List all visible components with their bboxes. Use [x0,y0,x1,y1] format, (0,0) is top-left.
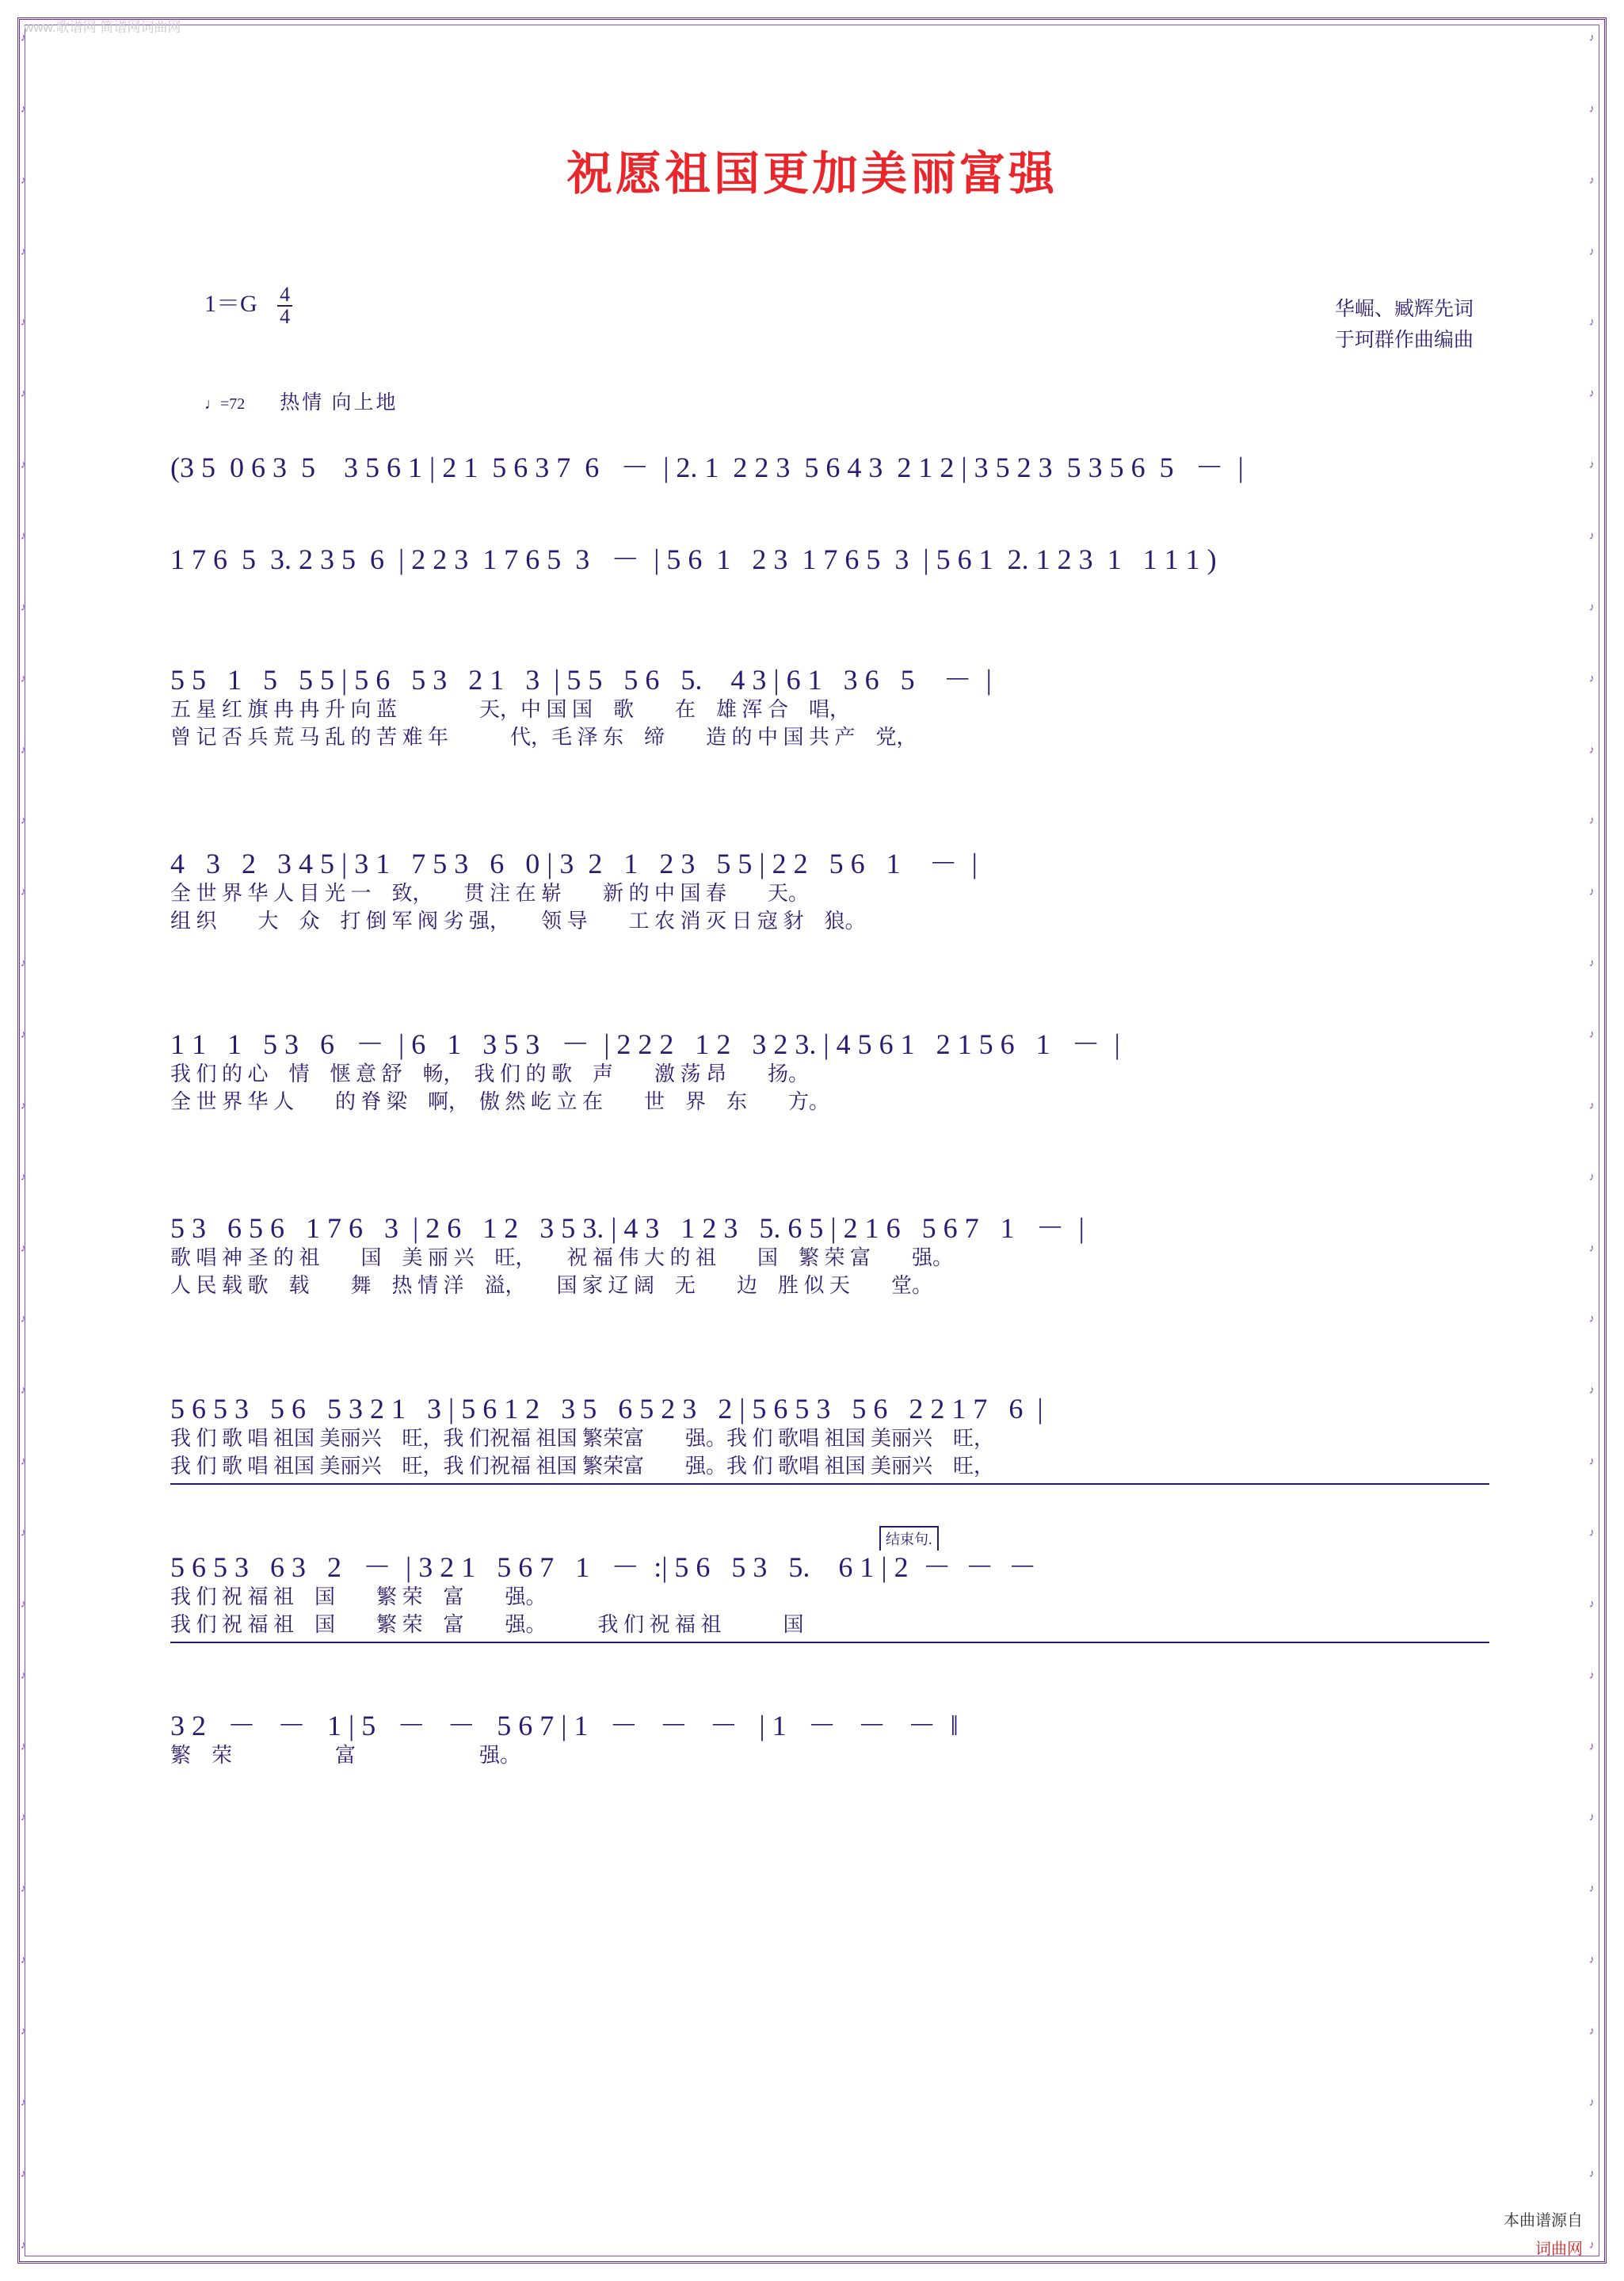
system-divider [170,1642,1489,1643]
lyricist-credit: 华崛、臧辉先词 [1334,299,1473,320]
music-system-verse-2 [170,849,1489,935]
composer-credit: 于珂群作曲编曲 [1334,329,1473,351]
tempo-mood: 热情 向上地 [280,392,398,414]
lyric-row-2: 人 民 载 歌 载 舞 热 情 洋 溢， 国 家 辽 阔 无 边 胜 似 天 堂。 [170,1273,933,1297]
page-title: 祝愿祖国更加美丽富强 [566,147,1058,200]
lyric-row-2: 我 们 歌 唱 祖国 美丽兴 旺，我 们祝福 祖国 繁荣富 强。我 们 歌唱 祖国 美丽兴 旺， [170,1454,995,1478]
key-signature [204,284,292,328]
tempo-bpm: ♩=72 [204,395,246,413]
lyric-row-2: 组 织 大 众 打 倒 军 阀 劣 强， 领 导 工 农 消 灭 日 寇 豺 狼。 [170,909,866,933]
credits [1335,295,1473,357]
lyric-row-2: 全 世 界 华 人 的 脊 梁 啊， 傲 然 屹 立 在 世 界 东 方。 [170,1089,830,1113]
lyric-row-1: 歌 唱 神 圣 的 祖 国 美 丽 兴 旺， 祝 福 伟 大 的 祖 国 繁 荣 富 强。 [170,1245,954,1269]
lyric-row-1: 我 们 祝 福 祖 国 繁 荣 富 强。 [170,1585,547,1608]
music-system-verse-1 [170,666,1489,751]
time-signature [277,284,292,328]
time-signature-denominator: 4 [280,305,291,329]
notation-row: 1 1 1 5 3 6 － | 6 1 3 5 3 － | 2 2 2 1 2 3 2 3. | 4 5 6 1 2 1 5 6 1 － | [170,1028,1120,1060]
music-system-verse-3 [170,1030,1489,1116]
lyric-row-1: 繁 荣 富 强。 [170,1743,521,1767]
ending-bracket-label: 结束句. [879,1526,939,1551]
border-ticks-right: ♪ ♪ ♪ ♪ ♪ ♪ ♪ ♪ ♪ ♪ ♪ ♪ ♪ ♪ ♪ ♪ ♪ ♪ ♪ ♪ ♪ ♪ ♪ ♪ ♪ ♪ ♪ ♪ ♪ ♪ ♪ ♪ [1589,30,1595,2251]
watermark-source: 本曲谱源自 [1504,2212,1583,2230]
notation-row: 5 6 5 3 5 6 5 3 2 1 3 | 5 6 1 2 3 5 6 5 2 3 2 | 5 6 5 3 5 6 2 2 1 7 6 | [170,1393,1043,1425]
music-system-chorus-1 [170,1394,1489,1485]
lyric-row-2: 我 们 祝 福 祖 国 繁 荣 富 强。 我 们 祝 福 祖 国 [170,1612,804,1636]
music-system-intro-2 [170,545,1489,575]
lyric-row-1: 全 世 界 华 人 目 光 一 致， 贯 注 在 崭 新 的 中 国 春 天。 [170,881,810,905]
lyric-row-1: 我 们 歌 唱 祖国 美丽兴 旺，我 们祝福 祖国 繁荣富 强。我 们 歌唱 祖国 美丽兴 旺， [170,1426,995,1450]
system-divider [170,1483,1489,1485]
notation-row: 5 3 6 5 6 1 7 6 3 | 2 6 1 2 3 5 3. | 4 3 1 2 3 5. 6 5 | 2 1 6 5 6 7 1 － | [170,1212,1085,1244]
notation-row: (3 5 0 6 3 5 3 5 6 1 | 2 1 5 6 3 7 6 － | 2. 1 2 2 3 5 6 4 3 2 1 2 | 3 5 2 3 5 3 5 6 5 － | [170,452,1244,483]
lyric-row-2: 曾 记 否 兵 荒 马 乱 的 苦 难 年 代，毛 泽 东 缔 造 的 中 国 共 产 党， [170,725,917,749]
border-ticks-left: ♪ ♪ ♪ ♪ ♪ ♪ ♪ ♪ ♪ ♪ ♪ ♪ ♪ ♪ ♪ ♪ ♪ ♪ ♪ ♪ ♪ ♪ ♪ ♪ ♪ ♪ ♪ ♪ ♪ ♪ ♪ ♪ [21,30,26,2251]
notation-row: 4 3 2 3 4 5 | 3 1 7 5 3 6 0 | 3 2 1 2 3 5 5 | 2 2 5 6 1 － | [170,848,978,879]
key-label: 1＝G [204,291,257,317]
watermark-site: 词曲网 [1535,2241,1583,2258]
lyric-row-1: 我 们 的 心 情 惬 意 舒 畅， 我 们 的 歌 声 激 荡 昂 扬。 [170,1062,810,1085]
watermark-top-left: www.歌谱网 简谱网词曲网 [24,20,181,35]
music-system-chorus-2 [170,1531,1489,1643]
notation-row: 5 6 5 3 6 3 2 － | 3 2 1 5 6 7 1 － :| 5 6 5 3 5. 6 1 | 2 － － － [170,1551,1044,1583]
music-system-intro-1 [170,453,1489,483]
lyric-row-1: 五 星 红 旗 冉 冉 升 向 蓝 天，中 国 国 歌 在 雄 浑 合 唱， [170,697,851,721]
music-system-verse-4 [170,1214,1489,1299]
tempo-marking [204,387,398,415]
time-signature-numerator: 4 [277,284,292,307]
music-system-final [170,1711,1489,1769]
notation-row: 1 7 6 5 3. 2 3 5 6 | 2 2 3 1 7 6 5 3 － | 5 6 1 2 3 1 7 6 5 3 | 5 6 1 2. 1 2 3 1 1 1 1 ) [170,544,1217,575]
notation-row: 3 2 － － 1 | 5 － － 5 6 7 | 1 － － － | 1 － － － ‖ [170,1710,959,1741]
notation-row: 5 5 1 5 5 5 | 5 6 5 3 2 1 3 | 5 5 5 6 5. 4 3 | 6 1 3 6 5 － | [170,664,992,696]
